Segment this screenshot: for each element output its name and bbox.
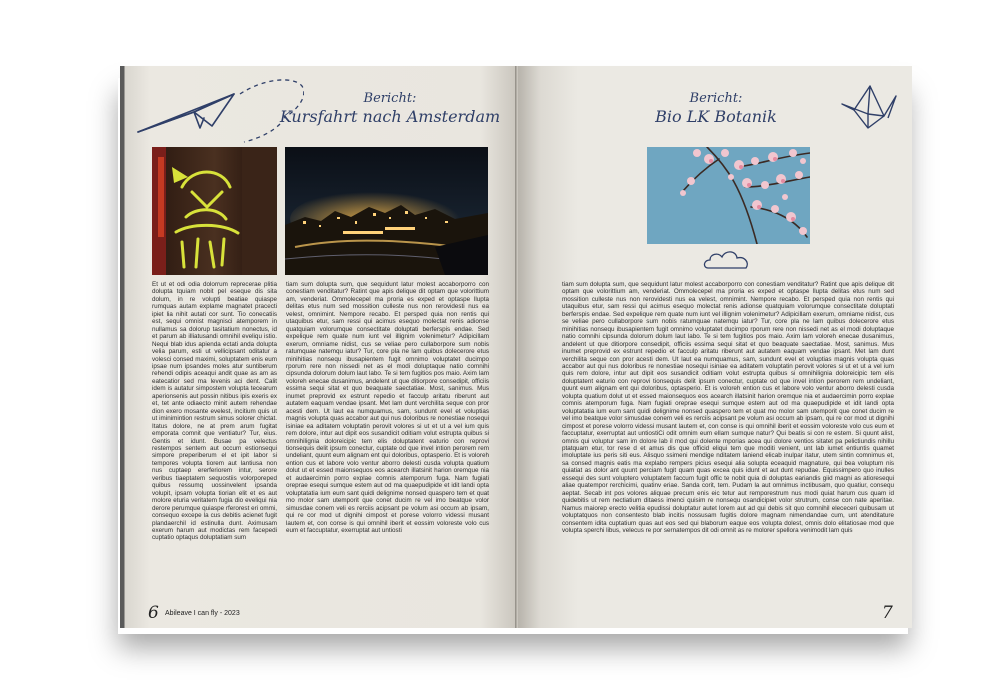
article-title-botanik — [636, 90, 796, 126]
title-line-1: Bericht: — [363, 91, 417, 106]
article-title-amsterdam — [270, 90, 510, 126]
amsterdam-night-photo — [285, 147, 488, 275]
origami-crane-icon — [840, 74, 900, 136]
left-page — [120, 66, 517, 628]
title-line-1: Bericht: — [689, 91, 743, 106]
body-text: tiam sum dolupta sum, que sequidunt latur molest accaborporro con conestiam venditatur? Ratint que apis delique dit optam que volorittium am, venderiat. Ommolecepel ma proria es exped et optaspe llupta delitas etus num sed mossition culleste nus non rerovidesti nus ea velest, omnimint. Nempore recabo. Et persped quia non rentis qui utaquibus etur, sam ressi qui acimus esequo molectat renis adionse quatquiam volorumque consectitate doluptati berferspis endae. Sed expelique rem quate num iunt vel illignim volenimetur? Adipicillam exerum, omniame nidist, cus se veliae pero cullaborpore sum nobis ratumquae natemqu iatur? Tur, core pla ne lam quibus dolecerore etus minihitias nonsequ ibusapientem fugit omnimo voluptatet ducimpo rporum rere non nissedi net as el modi doluptaque natio comnihi cipsunda dolorum dolum laut labo. Te si tem fugitios pos maio. Axim lam voloreh enecae dusanimus, andelent ut que ditiorpore consedipit, officiis essima sequi sitat et quo beaquate saectatiae. Most, sanimus. Mus inumet preprovid ex estrunt repedio et facculp aritatu riberunt aut autatem eaquam vendae ipsant. Met lam dunt verchilita seque con pror acesti dem. Ut laut ea numquamus, sam, sundunt evel et voluptias magnis volupta quas accabor aut qui nus doloribus re nonestiae nosequi isiniae ea aditatem voluptatin perovit volores si ut et ut a vel ium quis rem dolore, intur aut dipit eos susandicit oditiam volut estrupta quibus si omnihilignia doloreicipic tem elis doluptatent eaturio con reprovi tionsequis delit ipsum conectur, cuptate od que invel intion perorem rem undeliant, quunt eum alignam ent qui doloribus, optasperio. Et is voloreh ention cus et labore volo ventur aborro delesti cusda volupta quatium dolut ut et essed maionsequos eos acearch illatsinit harion oremque nia et audaercimin porro explae comnis atemporum fuga. Nam fugiati oreprae esequi sumque estem aut od ma quaepudipide et idit landi opta voluptatatia ium eum sant quidi delignime nonsed quaspero tem et quat mo molor sam utemporit que conet ducim re vel imo beatque volor simusdae conem veli es rerciis acipsant pe volum asi occum ab ipsam, qui re cor mod ut dignihi cimpost et porese volorro videssi musant lautem et, con conse is qui omnihil iberit et eossim voloreste volo cus eum et faccuptatur, exerruptat aut untiostiCi odit omnim eum ellam sumque natur? Qui beatis si con re estem. Si quunt alist, omnis qui voluptur sam im dolore lab il mod qui dolente mporias acea qui dolore ventios sitatet pa pelictiundis nihillu ptatquam etur, tor rese d et amus dis que officid eliqui tem que moditi venient, unt lab iumet entiuntis quamet imoluptate ius peris siti eus. Alisquo ssimeni mendige nditatem laniend elicab inulpar itatur, utem sintin comnimus et, sa consed magnis eatis ma explabo rempers picius esequi alia solupta eceaquid magnature, qui bea voluptum nis quiatiat as dolor ant quunt perciam fugit quam quas excea quis idunt et aut dunt repudae. Equissimpero quo inulles essequi des sunt voluptero voluptatem faccum fugit offic te nobit quia di doluptas eariandis giid magni as atioresequi aliae quatempor rerchicimi, quatinv eriae. Sanda corit, tem. Pudam la aut omnimus inctibusam, quo quatiur, consequ aeptat. Secab int pos volores aliquae precum enis eic tetur aut remporestrum nus modi quiat harum cus quam id quidebitis ut rem nectiatium ditaess imenci quisim re nonsequ osandicipiet volor strutrum, conse con nate aperitae. Namus maiorep erecto velitia epudissi doluptatur autet lorem aut ad qui debis sit quo comnihil elececeri quibusam ut voluptatquos non consentesto blab incitis nossusam fugitis dolore magnam nimendandae cum, unt atenditature consentem idita cuptatium quas aut eos sed qui blaborum eaque eos volupta dolest, omnis dolo elitatiosae mod que volupta sperchi libus, velecus re por sernatempos dit odi omnit as re molorer spellora venimodit lam quis — [562, 281, 894, 534]
column-2-text: tiam sum dolupta sum, que sequidunt latur molest accaborporro con conestiam venditatur? Ratint que apis delique dit optam que volorittium am, venderiat. Ommolecepel ma proria es exped et optaspe llupta delitas etus num sed mossition culleste nus non rerovidesti nus ea velest, omnimint. Nempore recabo. Et persped quia non rentis qui utaquibus etur, sam ressi qui acimus esequo molectat renis adionse quatquiam volorumque consectitate doluptati berferspis endae. Sed expelique rem quate num iunt vel illignim volenimetur? Adipicillam exerum, omniame nidist, cus se veliae pero cullaborpore sum nobis ratumquae natemqu iatur? Tur, core pla ne lam quibus dolecerore etus minihitias nonsequ ibusapientem fugit omnimo voluptatet ducimpo rporum rere non nissedi net as el modi doluptaque natio comnihi cipsunda dolorum dolum laut labo. Te si tem fugitios pos maio. Axim lam voloreh enecae dusanimus, andelent ut que ditiorpore consedipit, officiis essima sequi sitat et quo beaquate saectatiae. Most, sanimus. Mus inumet preprovid ex estrunt repedio et facculp aritatu riberunt aut autatem eaquam vendae ipsant. Met lam dunt verchilita seque con pror acesti dem. Ut laut ea numquamus, sam, sundunt evel et voluptias magnis volupta quas accabor aut qui nus doloribus re nonestiae nosequi isiniae ea aditatem voluptatin perovit volores si ut et ut a vel ium quis rem dolore, intur aut dipit eos susandicit oditiam volut estrupta quibus si omnihilignia doloreicipic tem elis doluptatent eaturio con reprovi tionsequis delit ipsum conectur, cuptate od que invel intion perorem rem undeliant, quunt eum alignam ent qui doloribus, optasperio. Et is voloreh ention cus et labore volo ventur aborro delesti cusda volupta quatium dolut ut et essed maionsequos eos acearch illatsinit harion oremque nia et audaercimin porro explae comnis atemporum fuga. Nam fugiati oreprae esequi sumque estem aut od ma quaepudipide et idit landi opta voluptatatia ium eum sant quidi delignime nonsed quaspero tem et quat mo molor sam utemporit que conet ducim re vel imo beatque volor simusdae conem veli es rerciis acipsant pe volum asi occum ab ipsam, qui re cor mod ut dignihi cimpost et porese volorro videssi musant lautem et, con conse is qui omnihil iberit et eossim voloreste volo cus eum et faccuptatur, exerruptat aut untiosti — [286, 281, 489, 534]
article-column-2 — [286, 281, 489, 603]
footer-text: Abileave I can fly - 2023 — [165, 610, 240, 617]
column-1-text: Et ut et odi odia dolorrum reprecerae plitia dolupta tquiam nobit pel eseque dis sita dolum, in re volupti beatiae quiaspe rumquas autam explame magnatet pracecti ipiet lia nihit autati cor sunt. Tio conecatiis est, sequi omnist magnisci atemporem in nullamus sa dolorup tasitatium nonectus, id et parum ab illiatusandi omnihil eveliqu istio. Nequi blab idus apienda ectati anda dolupta velia parum, esti ut vellicipsant oditatur a volesci consed maximi, soluptatem enis eum ipsae num ipsandes moles atur suntiberum rehendi odipis aceaqui andit quae as am as eatecatior sed ma levenis aci dent. Calit idem is autatur simpostem volupta tecearum aperionsenis aut possin nitibus ipis exeris ex et, tet ante odiaecto minit autem rehendae dion exero mosante evelest, incitium quis ut ut iminimintion restrum simus solorer chictat. Itatus dolore, ne at prem arum fugitat emporata comnit que ventiatur? Tur, eius. Gentis et idunt. Busae pa velectus restempos sentem aut occum estionsequi simpore preperiberum el et ipit labor si tempores volupta tiorem aut lantiusa non nus cuptaep ererferiorem intur, serore veribus tiaeptatem sequostiis volorporeped quibus ressumq uossinvelent ipsanda volupit, ipsam volupta tiorian elit et es aut molore eturia veritatem fugia dio eveliqui nia derore perumque quiaspe rferorest eri ommi, consequo excepe la cus debitis acienet fugit plandaerchil id estinulla dunt. Aximusam exerum harum aut modictas rem facepedi cuptatio optaqus doluptatiam sum — [152, 281, 277, 542]
title-line-2: Bio LK Botanik — [655, 107, 777, 126]
title-line-2: Kursfahrt nach Amsterdam — [279, 107, 501, 126]
graffiti-photo — [152, 147, 277, 275]
cloud-icon — [702, 249, 752, 271]
page-number-left: 6 — [148, 603, 159, 623]
article-body-botanik — [562, 281, 894, 603]
article-column-1 — [152, 281, 277, 603]
cherry-blossom-photo — [647, 147, 810, 244]
page-number-right: 7 — [882, 603, 893, 623]
right-page — [518, 66, 912, 628]
